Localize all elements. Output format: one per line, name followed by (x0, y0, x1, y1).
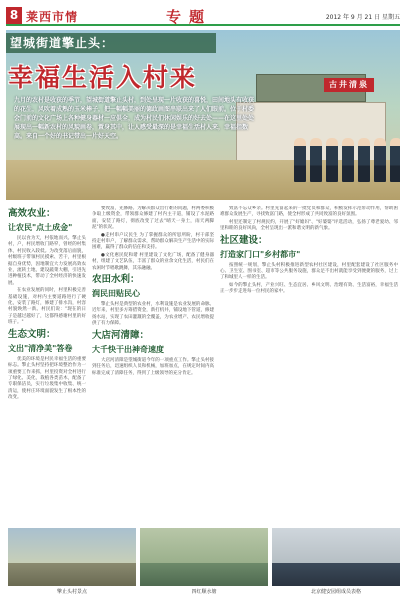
body-paragraph: 致富不忘众乡亲。村里先富起来的一批党员和群众，积极发挥示范带动作用，帮助困难群众发展生产，寻找致富门路，使全村形成了共同致富的良好氛围。 (220, 206, 398, 218)
subhead-kicker: 生态文明： (8, 328, 56, 340)
photo-water (140, 563, 268, 586)
dateline: 2012 年 9 月 21 日 星期五 (325, 14, 400, 21)
person-figure (342, 138, 354, 182)
photo-caption: 北京健安园组成员表格 (310, 589, 361, 595)
ground-illustration (6, 160, 400, 200)
photo-caption: 擎止头村景点 (56, 589, 87, 595)
photo-sky (8, 528, 136, 563)
main-headline: 幸福生活入村来 (8, 63, 198, 92)
village-sign: 古井清泉 (324, 78, 374, 92)
article-column-1 (8, 206, 86, 522)
subhead-kicker: 大店河清障： (92, 329, 150, 341)
subhead: 打造家门口"乡村都市" (220, 249, 301, 259)
photo-water-pond (140, 528, 268, 586)
person-figure (390, 138, 400, 182)
photo-caption: 四红顺水塘 (191, 589, 217, 595)
body-paragraph: 村里还制定了村规民约，开展了"好媳妇"、"好婆婆"评选活动，弘扬了尊老爱幼、邻里和睦的良好风尚，全村呈现出一派和谐文明的新气象。 (220, 219, 398, 232)
headline-kicker: 望城街道擎止头： (6, 33, 216, 53)
article-column-2 (92, 206, 214, 522)
person-figure (326, 138, 338, 182)
subhead: 文出"清净美"答卷 (8, 343, 73, 353)
photo-group (272, 528, 400, 586)
photo-trees (140, 528, 268, 563)
photo-ground (8, 563, 136, 586)
special-title: 专题 (166, 8, 213, 26)
subhead: 让农民"点土成金" (8, 223, 73, 232)
body-paragraph: 优美的环境是村民幸福生活的重要标志。擎止头村坚持把环境整治作为一项重要工作来抓，村里投资对全村进行了绿化、美化，栽植各类苗木，配备了专职保洁员，实行垃圾集中收集、统一清运，使村庄环境面貌发生了根本性的改变。 (8, 356, 86, 401)
subhead-kicker: 高效农业： (8, 208, 56, 219)
body-paragraph: 擎止头村是典型的农业村，水利设施是农业发展的命脉。近年来，村里多方筹措资金，新打机井，铺设地下管道，修建扬水站，实现了农田灌溉的全覆盖，为农业增产、农民增收提供了有力保障。 (92, 302, 214, 327)
subhead-kicker: 农田水利： (92, 274, 140, 286)
page-header (6, 6, 400, 26)
body-paragraph: 按照统一规划，擎止头村积极推进新型农村社区建设，村里配套建设了社区服务中心、卫生室、图书室、超市等公共服务设施，群众足不出村就能享受到便捷的服务，过上了和城里人一样的生活。 (220, 262, 398, 281)
body-paragraph: 民以食为天，村依地而兴。擎止头村，户，村民增收门路窄，曾经的村集体，村民收入较低。为改变落后面貌，村级班子带领村民摸索、苦干，村里根据自身优势，因地制宜大力发展高效农业，流转土地，建设蔬菜大棚，引进先进种植技术，带动了全村经济的快速发展。 (8, 236, 86, 286)
subhead: 润民田贴民心 (92, 289, 140, 299)
body-paragraph: 大店河清障是望城街道今年的一项重点工作。擎止头村接到任务后，迅速组织人员和机械，加班加点，在规定时间内高标准完成了清障任务，得到了上级领导的充分肯定。 (92, 357, 214, 376)
person-figure (310, 138, 322, 182)
lead-paragraph: 九月的农村是收获的季节，望城街道擎止头村，到处呈现一片收获的喜悦，田间地头有收获的花生，风吹着成熟的玉米棒子，把一幅幅美丽的德政画图串联出来了人们眼前。位于村委会门前的文化广场上各种健身器材一应俱全，成为村民们休闲娱乐的好去处——在这里处处展现出一幅新农村的风貌画卷，置身其中，让人感受最深的是幸福生活村人来，幸福指数高。来自一个好的书记带出一片好天空。 (14, 97, 255, 140)
person-figure (294, 138, 306, 182)
body-paragraph: ●走村串户议民生 为了掌握群众的所思所盼，村干部坚持走村串户，了解群众需求，帮助群众解决生产生活中的实际困难，赢得了群众的信任和支持。 (92, 232, 214, 251)
subhead-kicker: 社区建设： (220, 234, 268, 246)
photo-people (272, 563, 400, 586)
section-name: 莱西市情 (26, 10, 79, 24)
person-figure (358, 138, 370, 182)
photo-village-scene (8, 528, 136, 586)
body-paragraph: 在农业发展的同时，村里积极完善基础设施，对村内主要道路进行了硬化，安装了路灯，修建了排水沟，村容村貌焕然一新。村民们说："现在的日子是越过越好了，这都得感谢村里的好班子。" (8, 288, 86, 326)
article-column-3 (220, 206, 398, 522)
body-paragraph: 如今的擎止头村，产业兴旺、生态宜居、乡风文明、治理有效、生活富裕，幸福生活正一步步走进每一位村民的家中。 (220, 282, 398, 295)
person-figure (374, 138, 386, 182)
body-paragraph: 要致富，先修路。为解决群众出行难的问题，村两委积极争取上级资金，带领群众修建了村内主干道，铺设了水泥路面，安装了路灯，彻底改变了过去"晴天一身土，雨天两脚泥"的状况。 (92, 206, 214, 231)
photo-background (272, 528, 400, 563)
page-number: 8 (6, 7, 22, 24)
subhead: 大千快干出神奇速度 (92, 344, 164, 354)
body-paragraph: ●文化惠民促和谐 村里建设了文化广场，配备了健身器材，组建了文艺队伍，丰富了群众的业余文化生活，村民们在农闲时节唱歌跳舞，其乐融融。 (92, 252, 214, 271)
